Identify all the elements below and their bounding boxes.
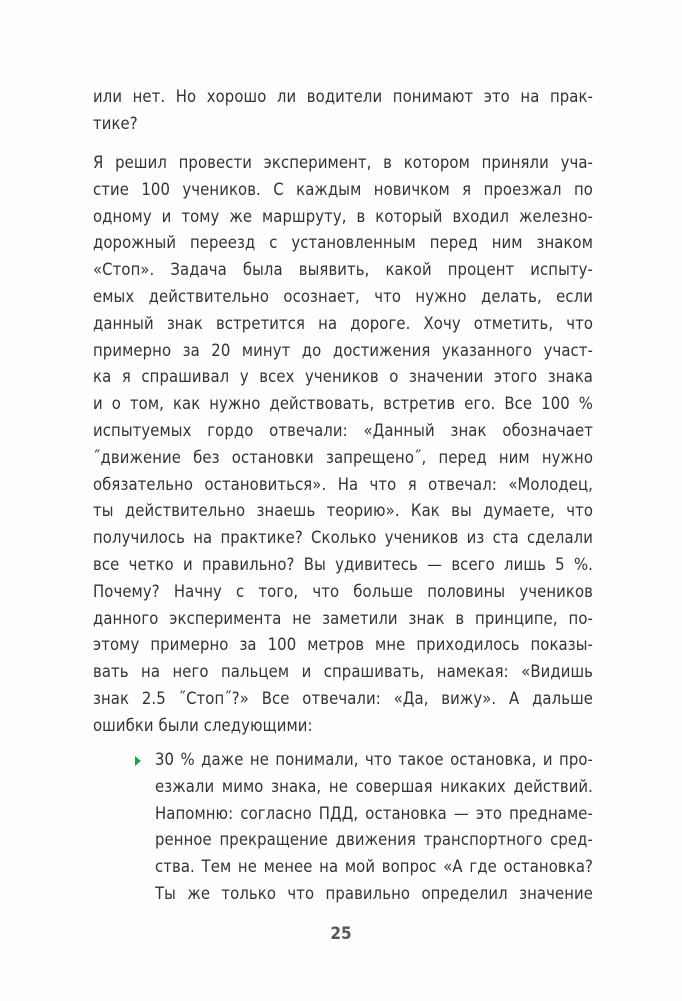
text-line: ства. Тем не менее на мой вопрос «А где остановка?: [155, 857, 593, 877]
text-line: ты действительно знаешь теорию». Как вы думаете, что: [93, 501, 593, 521]
text-line: дорожный переезд с установленным перед ним знаком: [93, 233, 593, 253]
paragraph-experiment: [93, 150, 593, 740]
text-line: Ты же только что правильно определил значение: [155, 883, 593, 903]
text-line: ошибки были следующими:: [93, 715, 313, 735]
text-line: езжали мимо знака, не совершая никаких действий.: [155, 776, 593, 796]
bullet-triangle-icon: [135, 756, 141, 766]
text-line: Я решил провести эксперимент, в котором приняли уча-: [93, 153, 593, 172]
text-line: Напомню: согласно ПДД, остановка — это преднаме-: [155, 803, 593, 823]
text-line: Почему? Начну с того, что больше половины учеников: [93, 581, 593, 601]
text-line: все четко и правильно? Вы удивитесь — всего лишь 5 %.: [93, 554, 593, 574]
text-line: данный знак встретится на дороге. Хочу отметить, что: [93, 313, 593, 333]
text-line: «Стоп». Задача была выявить, какой процент испыту-: [93, 260, 593, 280]
text-line: или нет. Но хорошо ли водители понимают это на прак-: [93, 87, 593, 106]
text-line: вать на него пальцем и спрашивать, намекая: «Видишь: [93, 662, 593, 682]
text-line: примерно за 20 минут до достижения указанного участ-: [93, 340, 593, 360]
bullet-item: [155, 747, 593, 908]
text-line: емых действительно осознает, что нужно делать, если: [93, 286, 593, 306]
text-line: данного эксперимента не заметили знак в принципе, по-: [93, 608, 593, 628]
text-line: получилось на практике? Сколько учеников из ста сделали: [93, 528, 593, 548]
text-line: ˝движение без остановки запрещено˝, перед ним нужно: [93, 447, 593, 467]
text-line: стие 100 учеников. С каждым новичком я проезжал по: [93, 179, 593, 199]
page-number: 25: [330, 924, 352, 944]
text-line: ренное прекращение движения транспортного сред-: [155, 830, 593, 850]
paragraph-intro: [93, 84, 593, 138]
text-line: и о том, как нужно действовать, встретив его. Все 100 %: [93, 394, 593, 414]
text-line: одному и тому же маршруту, в который входил железно-: [93, 206, 593, 226]
text-line: тике?: [93, 113, 138, 133]
text-line: 30 % даже не понимали, что такое остановка, и про-: [155, 750, 593, 769]
text-line: этому примерно за 100 метров мне приходилось показы-: [93, 635, 593, 655]
text-line: обязательно остановиться». На что я отвечал: «Молодец,: [93, 474, 593, 494]
text-line: ка я спрашивал у всех учеников о значении этого знака: [93, 367, 593, 387]
text-line: испытуемых гордо отвечали: «Данный знак обозначает: [93, 420, 593, 440]
text-line: знак 2.5 ˝Стоп˝?» Все отвечали: «Да, вижу». А дальше: [93, 688, 593, 708]
